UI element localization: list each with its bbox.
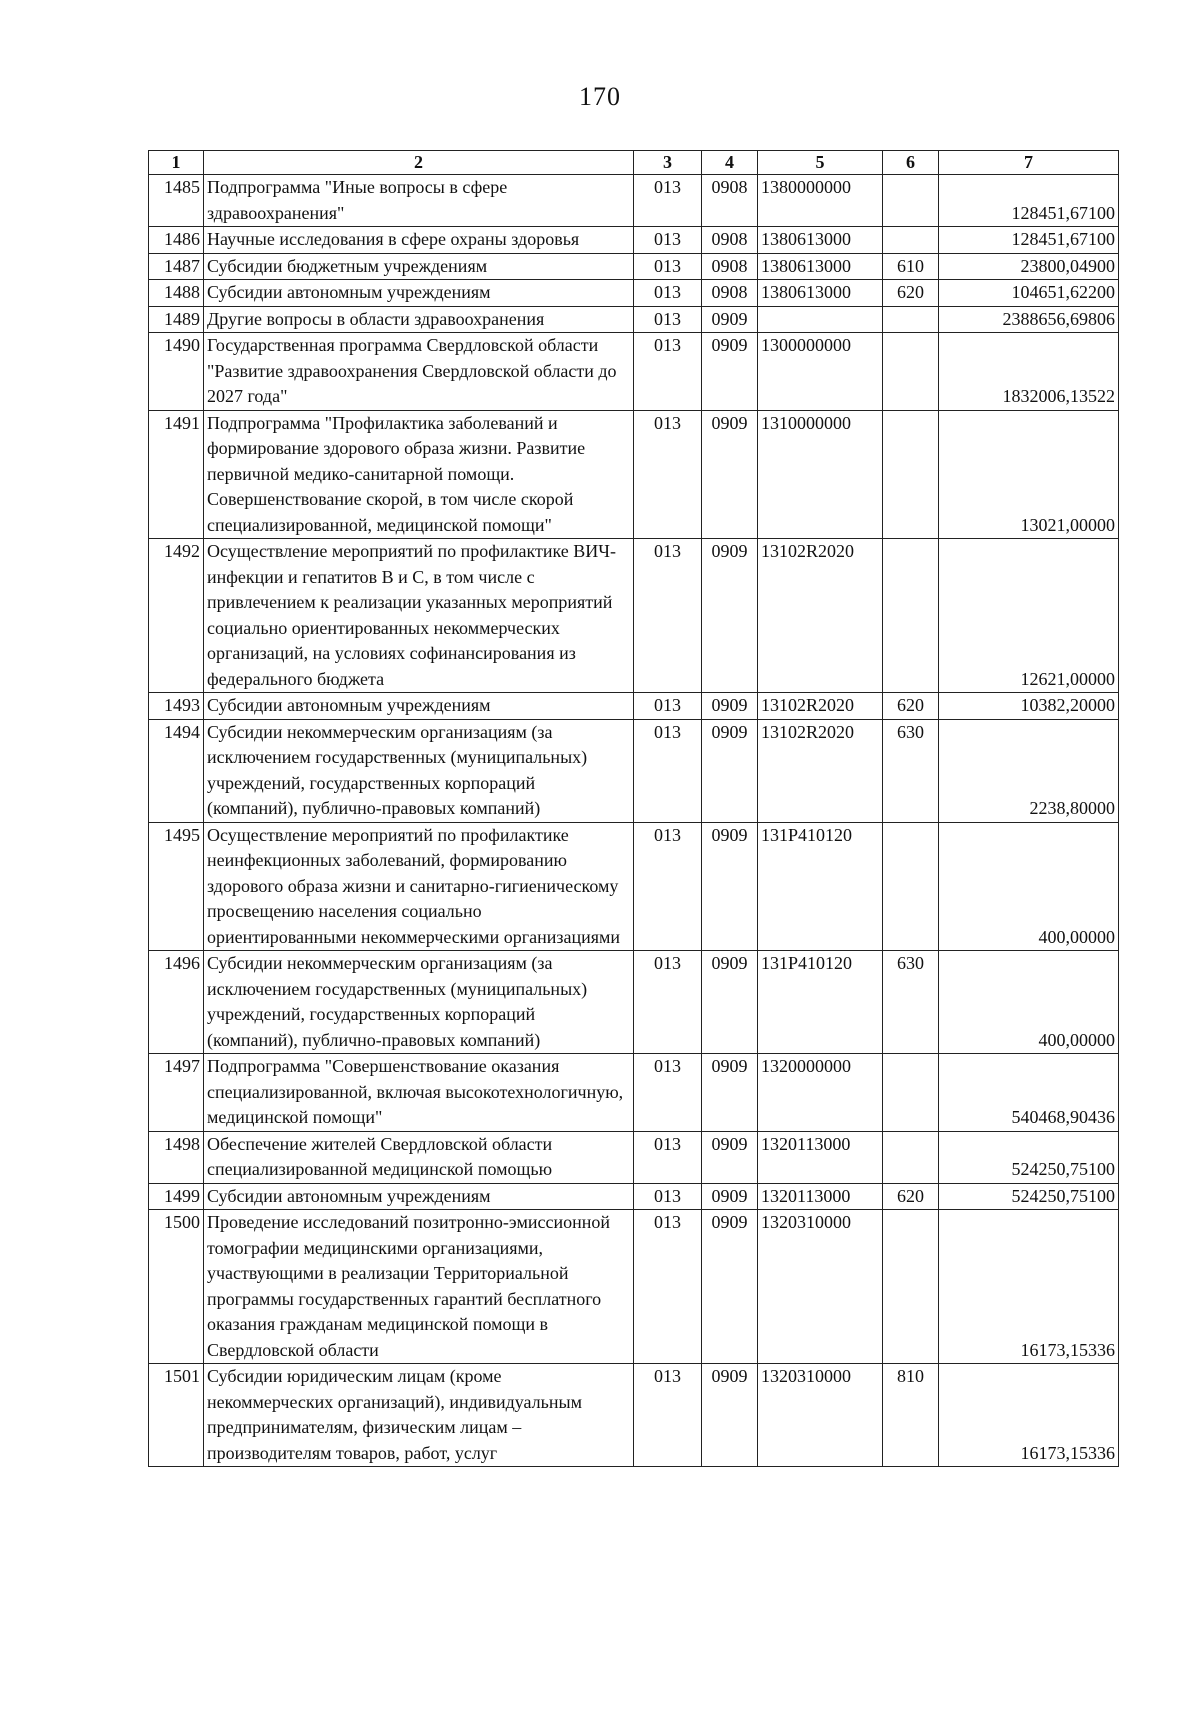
row-target-code: 1300000000 (758, 333, 883, 411)
row-number: 1499 (149, 1183, 204, 1210)
table-row (149, 1054, 1119, 1132)
column-header: 1 (149, 151, 204, 175)
row-number: 1493 (149, 693, 204, 720)
row-expense-type: 620 (883, 1183, 939, 1210)
row-number: 1490 (149, 333, 204, 411)
row-name: Другие вопросы в области здравоохранения (204, 306, 634, 333)
row-expense-type (883, 1210, 939, 1364)
table-row (149, 1131, 1119, 1183)
row-section-code: 0908 (702, 280, 758, 307)
row-sum: 23800,04900 (939, 253, 1119, 280)
table-row (149, 280, 1119, 307)
row-name: Субсидии автономным учреждениям (204, 280, 634, 307)
row-expense-type: 610 (883, 253, 939, 280)
row-section-code: 0909 (702, 410, 758, 539)
row-target-code: 131P410120 (758, 951, 883, 1054)
row-section-code: 0909 (702, 822, 758, 951)
row-section-code: 0908 (702, 253, 758, 280)
row-expense-type (883, 1131, 939, 1183)
row-sum: 524250,75100 (939, 1183, 1119, 1210)
row-sum: 128451,67100 (939, 175, 1119, 227)
row-ministry-code: 013 (634, 1131, 702, 1183)
row-target-code: 1320000000 (758, 1054, 883, 1132)
row-name: Подпрограмма "Профилактика заболеваний и формирование здорового образа жизни. Развитие первичной медико-санитарной помощи. Совершенствование скорой, в том числе скорой специализированной, медицинской помощи" (204, 410, 634, 539)
row-section-code: 0909 (702, 693, 758, 720)
row-number: 1486 (149, 227, 204, 254)
row-ministry-code: 013 (634, 1183, 702, 1210)
row-number: 1492 (149, 539, 204, 693)
row-sum: 400,00000 (939, 822, 1119, 951)
row-number: 1497 (149, 1054, 204, 1132)
row-ministry-code: 013 (634, 539, 702, 693)
row-target-code: 1320113000 (758, 1183, 883, 1210)
row-section-code: 0909 (702, 951, 758, 1054)
row-section-code: 0909 (702, 1183, 758, 1210)
table-row (149, 693, 1119, 720)
row-number: 1488 (149, 280, 204, 307)
page-number: 170 (579, 82, 621, 111)
row-ministry-code: 013 (634, 253, 702, 280)
row-expense-type: 630 (883, 719, 939, 822)
row-target-code: 1320113000 (758, 1131, 883, 1183)
row-ministry-code: 013 (634, 306, 702, 333)
row-target-code: 13102R2020 (758, 693, 883, 720)
row-section-code: 0909 (702, 1364, 758, 1467)
row-sum: 128451,67100 (939, 227, 1119, 254)
column-header: 3 (634, 151, 702, 175)
row-ministry-code: 013 (634, 822, 702, 951)
row-name: Осуществление мероприятий по профилактике ВИЧ-инфекции и гепатитов В и С, в том числе с привлечением к реализации указанных мероприятий социально ориентированных некоммерческих организаций, на условиях софинансирования из федерального бюджета (204, 539, 634, 693)
table-row (149, 822, 1119, 951)
row-target-code: 1310000000 (758, 410, 883, 539)
row-target-code: 1320310000 (758, 1364, 883, 1467)
row-expense-type (883, 175, 939, 227)
row-number: 1495 (149, 822, 204, 951)
row-section-code: 0908 (702, 227, 758, 254)
header-row (149, 151, 1119, 175)
budget-table (148, 150, 1119, 1467)
row-expense-type (883, 227, 939, 254)
table-row (149, 539, 1119, 693)
row-number: 1491 (149, 410, 204, 539)
table-row (149, 951, 1119, 1054)
row-ministry-code: 013 (634, 175, 702, 227)
row-target-code: 1380613000 (758, 280, 883, 307)
row-name: Проведение исследований позитронно-эмиссионной томографии медицинскими организациями, участвующими в реализации Территориальной программы государственных гарантий бесплатного оказания гражданам медицинской помощи в Свердловской области (204, 1210, 634, 1364)
table-row (149, 1210, 1119, 1364)
row-sum: 104651,62200 (939, 280, 1119, 307)
table-row (149, 306, 1119, 333)
row-ministry-code: 013 (634, 951, 702, 1054)
row-number: 1500 (149, 1210, 204, 1364)
row-expense-type: 810 (883, 1364, 939, 1467)
table-row (149, 253, 1119, 280)
row-name: Научные исследования в сфере охраны здоровья (204, 227, 634, 254)
column-header: 2 (204, 151, 634, 175)
row-name: Осуществление мероприятий по профилактике неинфекционных заболеваний, формированию здорового образа жизни и санитарно-гигиеническому просвещению населения социально ориентированными некоммерческими организациями (204, 822, 634, 951)
row-expense-type: 620 (883, 693, 939, 720)
row-number: 1487 (149, 253, 204, 280)
row-name: Подпрограмма "Совершенствование оказания специализированной, включая высокотехнологичную, медицинской помощи" (204, 1054, 634, 1132)
row-ministry-code: 013 (634, 719, 702, 822)
table-row (149, 1183, 1119, 1210)
row-number: 1496 (149, 951, 204, 1054)
row-ministry-code: 013 (634, 1210, 702, 1364)
row-number: 1489 (149, 306, 204, 333)
row-section-code: 0909 (702, 1210, 758, 1364)
row-section-code: 0909 (702, 1131, 758, 1183)
table-row (149, 175, 1119, 227)
row-target-code: 131P410120 (758, 822, 883, 951)
row-expense-type (883, 539, 939, 693)
row-ministry-code: 013 (634, 410, 702, 539)
row-target-code: 13102R2020 (758, 539, 883, 693)
row-target-code: 13102R2020 (758, 719, 883, 822)
row-section-code: 0909 (702, 333, 758, 411)
table-row (149, 227, 1119, 254)
row-target-code: 1320310000 (758, 1210, 883, 1364)
row-number: 1494 (149, 719, 204, 822)
row-expense-type (883, 306, 939, 333)
row-expense-type (883, 333, 939, 411)
table-row (149, 333, 1119, 411)
row-expense-type: 620 (883, 280, 939, 307)
row-section-code: 0909 (702, 719, 758, 822)
row-sum: 13021,00000 (939, 410, 1119, 539)
row-target-code: 1380613000 (758, 253, 883, 280)
row-section-code: 0909 (702, 306, 758, 333)
row-ministry-code: 013 (634, 333, 702, 411)
row-sum: 16173,15336 (939, 1364, 1119, 1467)
row-name: Подпрограмма "Иные вопросы в сфере здравоохранения" (204, 175, 634, 227)
table-row (149, 410, 1119, 539)
row-name: Обеспечение жителей Свердловской области специализированной медицинской помощью (204, 1131, 634, 1183)
row-name: Субсидии автономным учреждениям (204, 1183, 634, 1210)
row-expense-type (883, 1054, 939, 1132)
row-name: Субсидии бюджетным учреждениям (204, 253, 634, 280)
row-ministry-code: 013 (634, 280, 702, 307)
row-section-code: 0909 (702, 1054, 758, 1132)
table-row (149, 1364, 1119, 1467)
row-target-code (758, 306, 883, 333)
row-expense-type (883, 410, 939, 539)
row-name: Субсидии некоммерческим организациям (за исключением государственных (муниципальных) учреждений, государственных корпораций (компаний), публично-правовых компаний) (204, 719, 634, 822)
column-header: 7 (939, 151, 1119, 175)
row-expense-type (883, 822, 939, 951)
row-sum: 12621,00000 (939, 539, 1119, 693)
row-sum: 524250,75100 (939, 1131, 1119, 1183)
row-section-code: 0908 (702, 175, 758, 227)
row-sum: 2238,80000 (939, 719, 1119, 822)
column-header: 5 (758, 151, 883, 175)
row-sum: 10382,20000 (939, 693, 1119, 720)
row-sum: 400,00000 (939, 951, 1119, 1054)
column-header: 6 (883, 151, 939, 175)
row-sum: 540468,90436 (939, 1054, 1119, 1132)
row-number: 1501 (149, 1364, 204, 1467)
row-name: Государственная программа Свердловской области "Развитие здравоохранения Свердловской области до 2027 года" (204, 333, 634, 411)
row-section-code: 0909 (702, 539, 758, 693)
row-ministry-code: 013 (634, 693, 702, 720)
row-target-code: 1380613000 (758, 227, 883, 254)
row-ministry-code: 013 (634, 1054, 702, 1132)
row-target-code: 1380000000 (758, 175, 883, 227)
row-name: Субсидии некоммерческим организациям (за исключением государственных (муниципальных) учреждений, государственных корпораций (компаний), публично-правовых компаний) (204, 951, 634, 1054)
row-number: 1498 (149, 1131, 204, 1183)
row-ministry-code: 013 (634, 227, 702, 254)
table-row (149, 719, 1119, 822)
row-name: Субсидии юридическим лицам (кроме некоммерческих организаций), индивидуальным предпринимателям, физическим лицам – производителям товаров, работ, услуг (204, 1364, 634, 1467)
row-expense-type: 630 (883, 951, 939, 1054)
column-header: 4 (702, 151, 758, 175)
row-sum: 2388656,69806 (939, 306, 1119, 333)
row-name: Субсидии автономным учреждениям (204, 693, 634, 720)
row-ministry-code: 013 (634, 1364, 702, 1467)
row-number: 1485 (149, 175, 204, 227)
row-sum: 16173,15336 (939, 1210, 1119, 1364)
row-sum: 1832006,13522 (939, 333, 1119, 411)
